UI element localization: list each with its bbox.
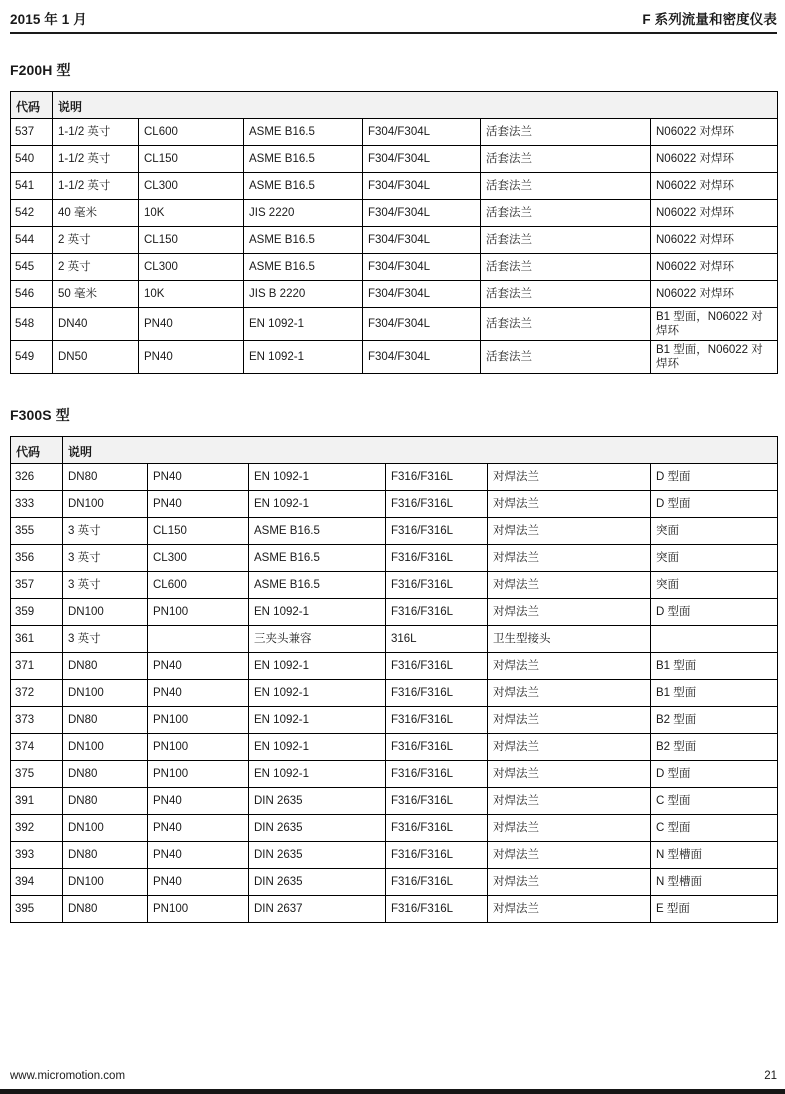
- spec-cell: JIS 2220: [244, 200, 363, 227]
- table-row: [11, 734, 778, 761]
- spec-cell: 对焊法兰: [488, 896, 651, 923]
- spec-cell: 活套法兰: [481, 227, 651, 254]
- header-doc-title: F 系列流量和密度仪表: [642, 12, 777, 27]
- spec-cell: DN80: [63, 842, 148, 869]
- spec-cell: PN40: [139, 341, 244, 374]
- code-cell: 391: [11, 788, 63, 815]
- spec-cell: PN40: [148, 653, 249, 680]
- spec-cell: B2 型面: [651, 707, 778, 734]
- spec-cell: PN100: [148, 734, 249, 761]
- table-row: [11, 896, 778, 923]
- spec-cell: 10K: [139, 281, 244, 308]
- spec-cell: ASME B16.5: [244, 227, 363, 254]
- spec-cell: F304/F304L: [363, 227, 481, 254]
- spec-cell: N 型槽面: [651, 869, 778, 896]
- spec-cell: F316/F316L: [386, 599, 488, 626]
- spec-cell: DN50: [53, 341, 139, 374]
- code-cell: 394: [11, 869, 63, 896]
- spec-cell: 1-1/2 英寸: [53, 119, 139, 146]
- spec-cell: F316/F316L: [386, 518, 488, 545]
- spec-cell: PN100: [148, 599, 249, 626]
- table-row: [11, 572, 778, 599]
- spec-cell: E 型面: [651, 896, 778, 923]
- code-cell: 541: [11, 173, 53, 200]
- spec-cell: 3 英寸: [63, 572, 148, 599]
- spec-cell: F316/F316L: [386, 707, 488, 734]
- spec-cell: DN100: [63, 599, 148, 626]
- code-cell: 545: [11, 254, 53, 281]
- spec-cell: 对焊法兰: [488, 572, 651, 599]
- spec-cell: N06022 对焊环: [651, 281, 778, 308]
- spec-cell: D 型面: [651, 599, 778, 626]
- spec-cell: DIN 2635: [249, 842, 386, 869]
- spec-cell: B1 型面: [651, 653, 778, 680]
- code-cell: 355: [11, 518, 63, 545]
- table-row: [11, 464, 778, 491]
- spec-cell: 活套法兰: [481, 173, 651, 200]
- table-row: [11, 119, 778, 146]
- spec-cell: DN100: [63, 680, 148, 707]
- column-header-description: 说明: [53, 92, 778, 119]
- code-cell: 356: [11, 545, 63, 572]
- spec-cell: B1 型面，N06022 对焊环: [651, 308, 778, 341]
- spec-cell: 对焊法兰: [488, 707, 651, 734]
- page-header: [10, 0, 777, 34]
- code-cell: 542: [11, 200, 53, 227]
- code-cell: 395: [11, 896, 63, 923]
- spec-cell: 卫生型接头: [488, 626, 651, 653]
- spec-cell: 突面: [651, 518, 778, 545]
- code-cell: 544: [11, 227, 53, 254]
- spec-cell: F316/F316L: [386, 464, 488, 491]
- spec-cell: CL600: [148, 572, 249, 599]
- spec-cell: B1 型面: [651, 680, 778, 707]
- spec-cell: B2 型面: [651, 734, 778, 761]
- spec-cell: F316/F316L: [386, 572, 488, 599]
- section-title-f200h: F200H 型: [10, 62, 71, 78]
- table-row: [11, 518, 778, 545]
- code-cell: 393: [11, 842, 63, 869]
- code-cell: 359: [11, 599, 63, 626]
- spec-cell: N 型槽面: [651, 842, 778, 869]
- column-header-description: 说明: [63, 437, 778, 464]
- table-row: [11, 146, 778, 173]
- header-date: 2015 年 1 月: [10, 12, 87, 27]
- spec-cell: ASME B16.5: [249, 518, 386, 545]
- spec-cell: 对焊法兰: [488, 491, 651, 518]
- spec-cell: DIN 2637: [249, 896, 386, 923]
- column-header-code: 代码: [11, 92, 53, 119]
- column-header-code: 代码: [11, 437, 63, 464]
- spec-cell: DN80: [63, 464, 148, 491]
- table-row: [11, 869, 778, 896]
- code-cell: 326: [11, 464, 63, 491]
- spec-cell: 对焊法兰: [488, 464, 651, 491]
- spec-cell: 活套法兰: [481, 341, 651, 374]
- spec-cell: 3 英寸: [63, 518, 148, 545]
- table-row: [11, 680, 778, 707]
- table-header-row: [11, 437, 778, 464]
- spec-cell: CL150: [139, 146, 244, 173]
- spec-cell: CL150: [148, 518, 249, 545]
- code-cell: 371: [11, 653, 63, 680]
- table-row: [11, 545, 778, 572]
- code-cell: 374: [11, 734, 63, 761]
- bottom-bar: [0, 1089, 785, 1094]
- spec-cell: DN100: [63, 815, 148, 842]
- spec-cell: 对焊法兰: [488, 815, 651, 842]
- spec-cell: F316/F316L: [386, 896, 488, 923]
- spec-cell: EN 1092-1: [249, 653, 386, 680]
- spec-cell: F304/F304L: [363, 173, 481, 200]
- spec-cell: 1-1/2 英寸: [53, 173, 139, 200]
- table-header-row: [11, 92, 778, 119]
- spec-cell: F316/F316L: [386, 491, 488, 518]
- spec-cell: ASME B16.5: [244, 173, 363, 200]
- code-cell: 333: [11, 491, 63, 518]
- spec-cell: DN40: [53, 308, 139, 341]
- spec-cell: C 型面: [651, 788, 778, 815]
- spec-cell: PN40: [148, 464, 249, 491]
- spec-cell: 活套法兰: [481, 200, 651, 227]
- spec-cell: [148, 626, 249, 653]
- spec-cell: PN40: [139, 308, 244, 341]
- spec-cell: 突面: [651, 572, 778, 599]
- spec-cell: B1 型面，N06022 对焊环: [651, 341, 778, 374]
- code-cell: 549: [11, 341, 53, 374]
- spec-cell: 2 英寸: [53, 227, 139, 254]
- code-cell: 372: [11, 680, 63, 707]
- spec-cell: 对焊法兰: [488, 869, 651, 896]
- spec-cell: PN100: [148, 896, 249, 923]
- spec-cell: N06022 对焊环: [651, 146, 778, 173]
- spec-cell: 50 毫米: [53, 281, 139, 308]
- spec-cell: 316L: [386, 626, 488, 653]
- spec-cell: 活套法兰: [481, 119, 651, 146]
- spec-cell: CL300: [148, 545, 249, 572]
- table-row: [11, 254, 778, 281]
- spec-cell: DN80: [63, 707, 148, 734]
- spec-cell: 2 英寸: [53, 254, 139, 281]
- spec-cell: 3 英寸: [63, 545, 148, 572]
- spec-cell: F316/F316L: [386, 869, 488, 896]
- spec-cell: D 型面: [651, 464, 778, 491]
- spec-cell: F316/F316L: [386, 680, 488, 707]
- spec-cell: 三夹头兼容: [249, 626, 386, 653]
- spec-cell: 对焊法兰: [488, 842, 651, 869]
- spec-cell: EN 1092-1: [244, 308, 363, 341]
- spec-cell: DIN 2635: [249, 815, 386, 842]
- spec-cell: 对焊法兰: [488, 680, 651, 707]
- spec-cell: 活套法兰: [481, 254, 651, 281]
- spec-cell: DN80: [63, 896, 148, 923]
- spec-cell: C 型面: [651, 815, 778, 842]
- spec-cell: F316/F316L: [386, 734, 488, 761]
- spec-cell: F304/F304L: [363, 146, 481, 173]
- spec-cell: F316/F316L: [386, 545, 488, 572]
- spec-cell: EN 1092-1: [249, 491, 386, 518]
- spec-cell: 40 毫米: [53, 200, 139, 227]
- section-f200h: [10, 60, 777, 374]
- spec-cell: F304/F304L: [363, 308, 481, 341]
- spec-cell: PN40: [148, 815, 249, 842]
- spec-cell: CL150: [139, 227, 244, 254]
- spec-cell: DN100: [63, 734, 148, 761]
- spec-cell: 对焊法兰: [488, 761, 651, 788]
- code-cell: 548: [11, 308, 53, 341]
- spec-cell: ASME B16.5: [249, 545, 386, 572]
- table-row: [11, 173, 778, 200]
- section-f300s: [10, 405, 777, 923]
- spec-cell: ASME B16.5: [244, 254, 363, 281]
- spec-cell: F316/F316L: [386, 788, 488, 815]
- code-cell: 373: [11, 707, 63, 734]
- table-row: [11, 788, 778, 815]
- table-row: [11, 281, 778, 308]
- spec-cell: ASME B16.5: [244, 119, 363, 146]
- spec-cell: PN40: [148, 842, 249, 869]
- spec-cell: D 型面: [651, 491, 778, 518]
- spec-cell: ASME B16.5: [244, 146, 363, 173]
- code-cell: 375: [11, 761, 63, 788]
- spec-cell: EN 1092-1: [249, 599, 386, 626]
- spec-cell: PN100: [148, 761, 249, 788]
- spec-cell: ASME B16.5: [249, 572, 386, 599]
- spec-cell: F316/F316L: [386, 842, 488, 869]
- spec-cell: PN40: [148, 869, 249, 896]
- spec-cell: 突面: [651, 545, 778, 572]
- spec-cell: DN80: [63, 761, 148, 788]
- spec-cell: 对焊法兰: [488, 653, 651, 680]
- spec-cell: DN80: [63, 788, 148, 815]
- spec-cell: CL600: [139, 119, 244, 146]
- spec-cell: N06022 对焊环: [651, 200, 778, 227]
- spec-table-f200h: [10, 91, 778, 374]
- spec-cell: 活套法兰: [481, 146, 651, 173]
- spec-cell: 1-1/2 英寸: [53, 146, 139, 173]
- table-row: [11, 599, 778, 626]
- spec-cell: F304/F304L: [363, 119, 481, 146]
- table-row: [11, 815, 778, 842]
- spec-cell: DN100: [63, 869, 148, 896]
- table-row: [11, 761, 778, 788]
- table-row: [11, 341, 778, 374]
- spec-cell: DN80: [63, 653, 148, 680]
- code-cell: 546: [11, 281, 53, 308]
- spec-cell: PN40: [148, 491, 249, 518]
- spec-cell: [651, 626, 778, 653]
- spec-cell: 对焊法兰: [488, 734, 651, 761]
- spec-cell: N06022 对焊环: [651, 254, 778, 281]
- spec-cell: EN 1092-1: [249, 734, 386, 761]
- spec-cell: N06022 对焊环: [651, 119, 778, 146]
- code-cell: 540: [11, 146, 53, 173]
- section-title-f300s: F300S 型: [10, 407, 70, 423]
- table-row: [11, 200, 778, 227]
- spec-cell: JIS B 2220: [244, 281, 363, 308]
- spec-cell: 对焊法兰: [488, 545, 651, 572]
- spec-cell: 对焊法兰: [488, 599, 651, 626]
- spec-cell: F316/F316L: [386, 653, 488, 680]
- code-cell: 392: [11, 815, 63, 842]
- spec-cell: F304/F304L: [363, 281, 481, 308]
- spec-cell: 10K: [139, 200, 244, 227]
- code-cell: 357: [11, 572, 63, 599]
- spec-cell: 对焊法兰: [488, 788, 651, 815]
- spec-cell: F316/F316L: [386, 761, 488, 788]
- spec-cell: EN 1092-1: [249, 464, 386, 491]
- spec-cell: N06022 对焊环: [651, 173, 778, 200]
- spec-cell: N06022 对焊环: [651, 227, 778, 254]
- spec-table-f300s: [10, 436, 778, 923]
- spec-cell: F316/F316L: [386, 815, 488, 842]
- spec-cell: 对焊法兰: [488, 518, 651, 545]
- spec-cell: 3 英寸: [63, 626, 148, 653]
- table-row: [11, 626, 778, 653]
- spec-cell: F304/F304L: [363, 254, 481, 281]
- spec-cell: 活套法兰: [481, 308, 651, 341]
- table-row: [11, 707, 778, 734]
- spec-cell: DN100: [63, 491, 148, 518]
- spec-cell: EN 1092-1: [249, 761, 386, 788]
- table-row: [11, 842, 778, 869]
- page-number: 21: [764, 1070, 777, 1082]
- spec-cell: F304/F304L: [363, 200, 481, 227]
- table-row: [11, 491, 778, 518]
- spec-cell: DIN 2635: [249, 788, 386, 815]
- spec-cell: CL300: [139, 173, 244, 200]
- spec-cell: 活套法兰: [481, 281, 651, 308]
- table-row: [11, 653, 778, 680]
- spec-cell: CL300: [139, 254, 244, 281]
- table-row: [11, 227, 778, 254]
- spec-cell: PN40: [148, 680, 249, 707]
- footer-website-link[interactable]: www.micromotion.com: [10, 1070, 126, 1082]
- spec-cell: EN 1092-1: [249, 680, 386, 707]
- spec-cell: PN40: [148, 788, 249, 815]
- page-footer: [10, 1070, 777, 1082]
- table-row: [11, 308, 778, 341]
- spec-cell: PN100: [148, 707, 249, 734]
- code-cell: 361: [11, 626, 63, 653]
- spec-cell: EN 1092-1: [249, 707, 386, 734]
- spec-cell: DIN 2635: [249, 869, 386, 896]
- spec-cell: D 型面: [651, 761, 778, 788]
- spec-cell: EN 1092-1: [244, 341, 363, 374]
- code-cell: 537: [11, 119, 53, 146]
- spec-cell: F304/F304L: [363, 341, 481, 374]
